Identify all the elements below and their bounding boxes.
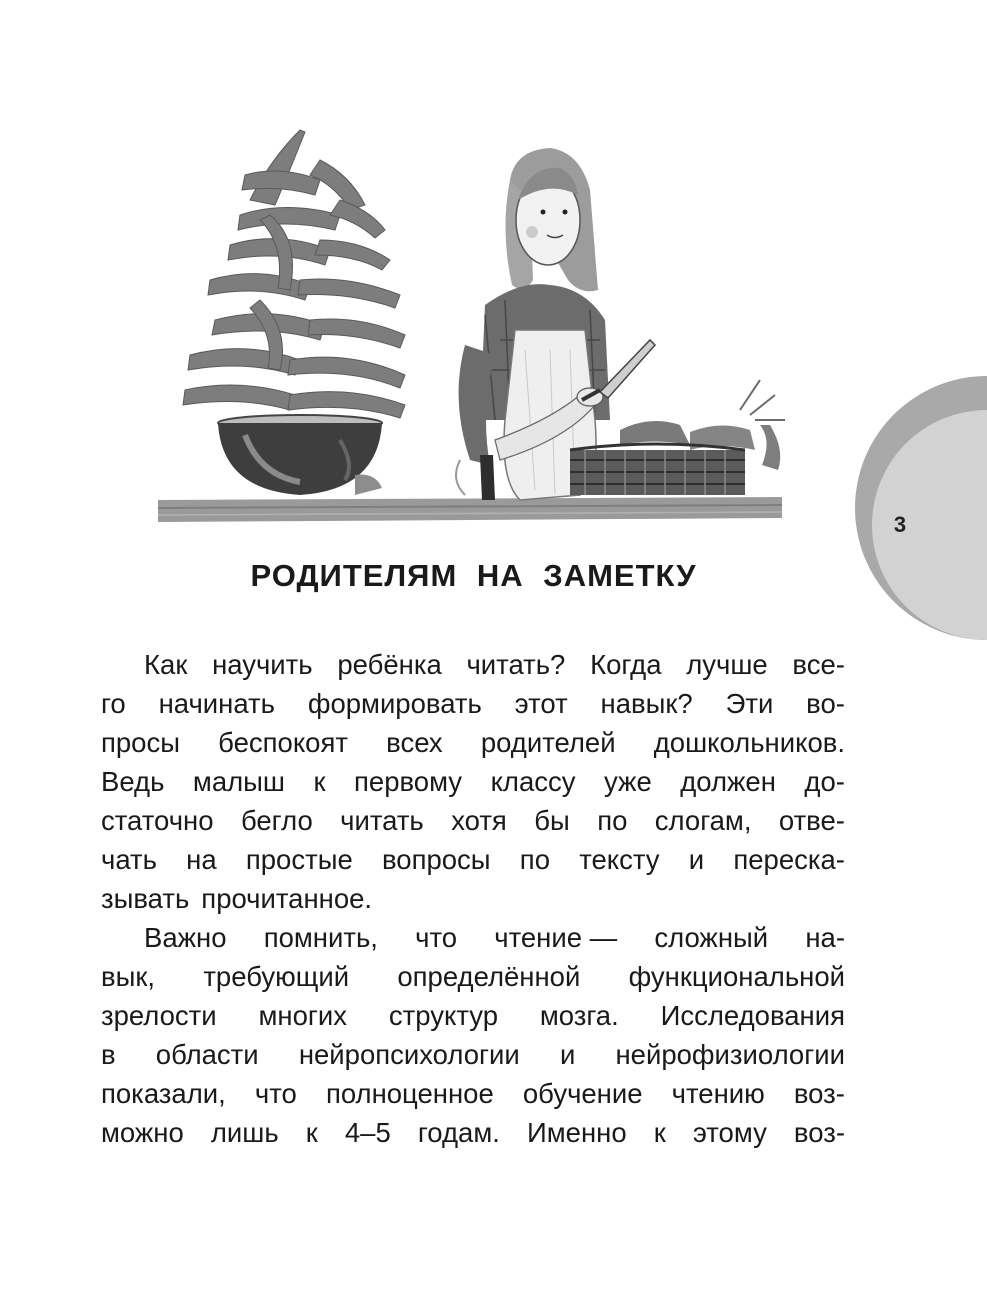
word: Как (144, 649, 188, 680)
section-heading: РОДИТЕЛЯМ НА ЗАМЕТКУ (250, 558, 697, 593)
word: лучше (686, 649, 768, 680)
word: на- (805, 922, 845, 953)
word: чать (101, 844, 157, 875)
word: что (415, 922, 458, 953)
page-number: 3 (893, 512, 907, 537)
word: прочитанное. (201, 883, 373, 914)
word: в (101, 1039, 116, 1070)
word: области (155, 1039, 259, 1070)
word: лишь (210, 1117, 279, 1148)
word: к (313, 766, 326, 797)
word: что (254, 1078, 297, 1109)
word: зрелости (101, 1000, 217, 1031)
word: этому (692, 1117, 767, 1148)
word: определённой (397, 961, 581, 992)
word: бы (534, 805, 570, 836)
word: можно (101, 1117, 184, 1148)
text-line (101, 801, 845, 840)
word: этот (514, 688, 568, 719)
word: бегло (240, 805, 313, 836)
text-line (101, 996, 845, 1035)
word: читать? (466, 649, 566, 680)
word: зывать (101, 883, 190, 914)
word: структур (388, 1000, 498, 1031)
text-line (101, 1074, 845, 1113)
word: многих (258, 1000, 348, 1031)
word: первому (354, 766, 463, 797)
word: полноценное (325, 1078, 494, 1109)
word: хотя (451, 805, 507, 836)
steel-bowl (218, 415, 382, 495)
word: нейрофизиологии (615, 1039, 845, 1070)
word: к (305, 1117, 318, 1148)
word: и (688, 844, 705, 875)
word: вопросы (381, 844, 491, 875)
text-line (101, 684, 845, 723)
woman-cooking-carrots-illustration (150, 120, 790, 530)
word: формировать (307, 688, 482, 719)
word: должен (680, 766, 776, 797)
text-line (101, 1113, 845, 1152)
word: просы (101, 727, 180, 758)
word: Когда (590, 649, 662, 680)
word: Важно (144, 922, 227, 953)
word: Именно (526, 1117, 627, 1148)
word: малыш (192, 766, 285, 797)
word: воз- (793, 1117, 845, 1148)
word: функциональной (628, 961, 845, 992)
text-line (101, 645, 845, 684)
carrot-stack (183, 130, 405, 418)
word: отве- (778, 805, 845, 836)
word: слогам, (654, 805, 752, 836)
word: Эти (725, 688, 774, 719)
word: к (653, 1117, 666, 1148)
word: на (186, 844, 217, 875)
word: до- (804, 766, 845, 797)
word: годам. (417, 1117, 500, 1148)
word: статочно (101, 805, 214, 836)
word: 4–5 (344, 1117, 391, 1148)
word: воз- (793, 1078, 845, 1109)
word: беспокоят (218, 727, 348, 758)
word: родителей (480, 727, 616, 758)
word: сложный (654, 922, 769, 953)
text-line (101, 918, 845, 957)
word: простые (245, 844, 353, 875)
word: научить (212, 649, 313, 680)
knife (600, 340, 655, 398)
word: переска- (733, 844, 845, 875)
word: классу (490, 766, 576, 797)
word: и (559, 1039, 576, 1070)
word: по (597, 805, 628, 836)
word: по (519, 844, 550, 875)
word: Исследования (660, 1000, 845, 1031)
word: показали, (101, 1078, 226, 1109)
word: обучение (522, 1078, 643, 1109)
word: тексту (579, 844, 660, 875)
word: начинать (158, 688, 275, 719)
word: мозга. (539, 1000, 619, 1031)
text-line (101, 957, 845, 996)
word: все- (792, 649, 845, 680)
body-text (101, 645, 845, 1152)
text-line (101, 723, 845, 762)
page-number-tab (850, 370, 987, 660)
word: дошкольников. (653, 727, 845, 758)
text-line (101, 840, 845, 879)
wooden-board (158, 497, 782, 522)
word: требующий (203, 961, 350, 992)
word: го (101, 688, 126, 719)
word: во- (806, 688, 845, 719)
text-line (101, 762, 845, 801)
word: читать (340, 805, 424, 836)
woman-figure (456, 148, 655, 500)
word: чтение — (494, 922, 618, 953)
word: навык? (600, 688, 693, 719)
word: вык, (101, 961, 156, 992)
text-line (101, 879, 845, 918)
text-line (101, 1035, 845, 1074)
word: чтению (671, 1078, 765, 1109)
word: нейропсихологии (298, 1039, 520, 1070)
word: всех (386, 727, 443, 758)
word: уже (604, 766, 652, 797)
word: ребёнка (337, 649, 442, 680)
word: Ведь (101, 766, 165, 797)
word: помнить, (263, 922, 378, 953)
